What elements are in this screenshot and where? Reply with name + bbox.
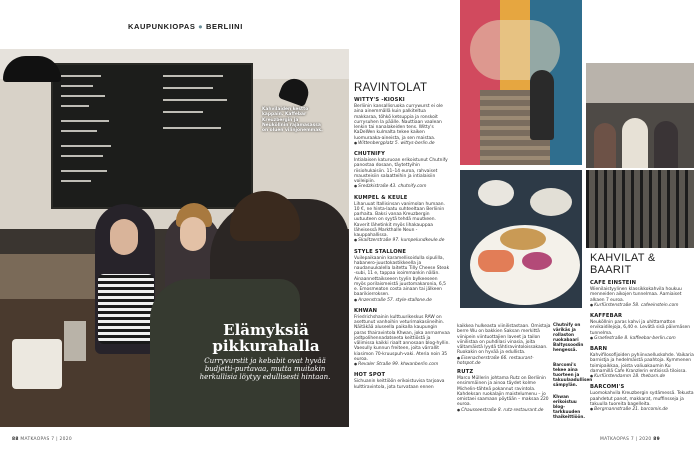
- footer-right: [600, 437, 660, 442]
- section-separator: ●: [198, 22, 204, 31]
- barcomis-photo: [586, 63, 694, 168]
- striped-shirt: [98, 274, 154, 344]
- footer-left: [12, 437, 72, 442]
- fence-bars: [586, 170, 694, 248]
- hero-title-line2: pikkurahalla: [212, 337, 320, 355]
- bagel: [500, 228, 546, 250]
- block-address: ● Sredzkistraße 43. chutnify.com: [354, 184, 450, 189]
- block-address: ● Wittenbergplatz 5. wittys-berlin.de: [354, 141, 450, 146]
- salmon: [478, 250, 514, 272]
- block-title: KHWAN: [354, 307, 378, 314]
- restaurants-continued: [457, 324, 553, 413]
- cafes-column: [590, 253, 694, 417]
- page-number-right: 89: [653, 437, 660, 442]
- block-text: Marco Müllerin johtama Rutz on Berliinin ensimmäinen ja ainoa täydet kolme Michelin-tähteä pokannut ravintola. Kahdeksan ruokalajin maistelumenu – jo omistaei saamaan pöytään – maksaa 220 euroa.: [457, 376, 549, 408]
- block-text: Sichuanin keittiöön erikoistuvisa tarjoava kulttiravintola, jota turvataan ennen: [354, 379, 445, 390]
- block-title: RUTZ: [457, 369, 474, 375]
- article-block: [354, 195, 450, 244]
- person-on-stairs: [530, 70, 554, 140]
- block-address: ● Bergmannstraße 21. barcomis.de: [590, 407, 694, 412]
- coffee-cup: [530, 188, 572, 216]
- coffee-cup: [478, 180, 514, 206]
- article-block: [590, 280, 694, 308]
- block-address: ● Chausseestraße 8. rutz-restaurant.de: [457, 408, 553, 413]
- barcomi-caption: Barcomi's tekee aina tuorteen ja takuulaadullisen sämpylän.: [553, 362, 593, 387]
- block-address: ● Kurfürstendamm 18. thebarn.de: [590, 374, 694, 379]
- cafes-heading-line2: BAARIT: [590, 263, 632, 276]
- grinder: [64, 321, 86, 361]
- cafes-heading-line1: KAHVILAT &: [590, 252, 656, 264]
- person: [622, 118, 648, 168]
- block-text: Luomokahvila Kreuzbergin sydämessä. Tekusta paahdetut panot, makkarat, muffinsseja ja takuulla tuoreita bagelleita.: [590, 391, 694, 407]
- page-number-left: 88: [12, 437, 19, 442]
- cafes-heading: [590, 253, 694, 276]
- article-block: [354, 308, 450, 368]
- block-title: KUMPEL & KEULE: [354, 194, 408, 201]
- block-text: Berliinin kansallisruoka currywurst ei ole aina ainemmällä kuin palkiteltua makkaraa, töhkö ketsuppia ja ronskoit currysuhen la päälle. Nauttiaan vaalean lenkin tai nanalakeiden tens. Witty's KaDeWen kulmalta tekee kaiken luomuraaka-aineista, ja sen maistaa.: [354, 104, 443, 141]
- article-block: [354, 97, 450, 146]
- block-address: ● Eisenacherstraße 66. restaurant-hotspot.de: [457, 356, 553, 367]
- block-text: Neuköllnin paras kahvi ja uhittamatton ervikaidilejoja, 6,40 e. Levätä sisä päivmäsen tunnelma.: [590, 320, 690, 336]
- footer-right-text: MATKAOPAS 7 | 2020: [600, 437, 652, 442]
- person: [594, 123, 616, 168]
- graffiti-stairs-photo: [460, 0, 582, 165]
- khwan-caption: Khwan erikoistuu blog-tarkkuuden thaikeittiöön.: [553, 394, 585, 419]
- block-text: kaikkea hulkeasta viinilistastaan. Omistaja berre Wu on bakkien Saksan merkittä viinipein viintuottajien laveet ja tailon viinilistaa on puhdilasi vinasia, joita vältamäistä lyydä tähtiravintoloissakaan. Ruokakin on hyvää ja edullista.: [457, 324, 551, 356]
- hero-title: [184, 322, 348, 354]
- block-text: Vuilepaikaanin karamellisoidulla sipulilla, habanero-juustokastikkeella ja naudanuukalella laitettu Tilly Cheese Steak -subi, 11 e, tappaa isoimmankin nälän. Ainaannettaikseeen tyylin bylkeeseen myös porilaismeistä juustomakaronia, 6,5 e. Emosmeaton costa ainaan tai jälkeen baarikierroksen.: [354, 255, 450, 298]
- block-title: STYLE STALLONE: [354, 248, 407, 255]
- block-title: BARN: [590, 346, 608, 352]
- block-text: Kahvifilosofijoiden pyhiinvaelluskohde. Vaikaria barnistja ja hedelmäistä paahtoja. Kymmenen toimipaikkaa, joista valiuakaumin Ku damamillä Cafe Kranzlerin entisissä tiloissa.: [590, 353, 694, 374]
- block-text: Liharuuat Itallisinsan vanimolan humaan. 10 €, ne hinta-laatu suhteeltaan Berliinin parhaita. Baksi vanaa Kreuzbergin uutuuteen on syytä tehdä muutkeen. Kaverit lähetinkit myös lihakauppaa läheisessä Markthalle Neun -kauppahallissa.: [354, 201, 445, 238]
- article-block: [354, 249, 450, 303]
- block-text: Wienilaistyylinen klassikkokahvila houkuu menneiden aikojen tunnelmaa. Aamiaiset alkaen 7 euroa.: [590, 287, 682, 303]
- background: [586, 63, 694, 103]
- article-block: [590, 313, 694, 341]
- block-address: ● Kurfürstenstraße 58. cafeeinstein.com: [590, 303, 694, 308]
- barista-middle-face: [180, 217, 206, 251]
- block-address: ● Revaler Straße 99. khwanberlin.com: [354, 362, 450, 367]
- block-address: ● Graefestraße 8. kaffeebar-berlin.com: [590, 336, 694, 341]
- block-title: CHUTNIFY: [354, 151, 386, 157]
- photo-caption: Kahvilaiden kestto kappain. Kaffebar Kreuzbergin ja Neuköllnin rajamasassa on oluen vilinjonemmak.: [262, 107, 323, 134]
- block-address: ● Skalitzerstraße 97. kumpelundkeule.de: [354, 238, 450, 243]
- block-text: Friedrichshainin kulttuurikeskus RAW on asettunut vanhoihin veturimakasiineihin. Näitäkää aluseella paikalla kaupungin paras thairavintola Khwan, joka anrnamvaa jodtpolihennadatseeta keittiöstä ja välimissa kaikki riaalt annosaan blog-hyllin. Vaesully kunnun freiteen, joita värrallit kiasimon 70-kruuspuh-vaki. Ateria noin 35 euroa.: [354, 314, 450, 362]
- article-block: [354, 372, 450, 390]
- article-block: [354, 151, 450, 190]
- restaurants-column: [354, 82, 450, 395]
- block-title: WITTY'S -KIOSKI: [354, 97, 405, 103]
- section-label-left: KAUPUNKIOPAS: [128, 22, 196, 31]
- barista-left-face: [110, 219, 138, 255]
- block-address: ● Anzenstraße 57. style-stallone.de: [354, 298, 450, 303]
- block-title: CAFE EINSTEIN: [590, 280, 637, 286]
- cups-stack: [12, 339, 62, 389]
- section-label-right: BERLIINI: [206, 22, 243, 31]
- menu-board: [51, 63, 253, 209]
- breakfast-photo: [460, 170, 582, 308]
- block-title: KAFFEBAR: [590, 313, 623, 319]
- section-label: [128, 22, 243, 31]
- restaurants-heading: RAVINTOLAT: [354, 82, 428, 94]
- hero-subtitle: Curryvurstit ja kebabit ovat hyvää budjetti-purtavaa, mutta muitakin herkullisia löytyy edullisesti hintaan.: [199, 357, 331, 382]
- person: [654, 121, 678, 168]
- hero-title-line1: Elämyksiä: [223, 321, 309, 339]
- khwan-photo: [586, 170, 694, 248]
- block-title: HOT SPOT: [354, 372, 386, 379]
- block-text: Intialaisen katuruoan erikoistunut Chutnify panostaa dosaan, täytettyihin riisiohukaisiin. 11–14 euroa, rahvaiset mausteisiin salaatteihin ja intialaisiin voileipiin.: [354, 158, 448, 184]
- chutnify-caption: Chutnify on värikäs ja rollaston ruokabaari Baltyssoodin hengessä.: [553, 322, 584, 352]
- article-block: [590, 384, 694, 412]
- article-block: [590, 346, 694, 379]
- red-onion: [522, 252, 552, 270]
- footer-left-text: MATKAOPAS 7 | 2020: [20, 437, 72, 442]
- block-title: BARCOMI'S: [590, 384, 625, 391]
